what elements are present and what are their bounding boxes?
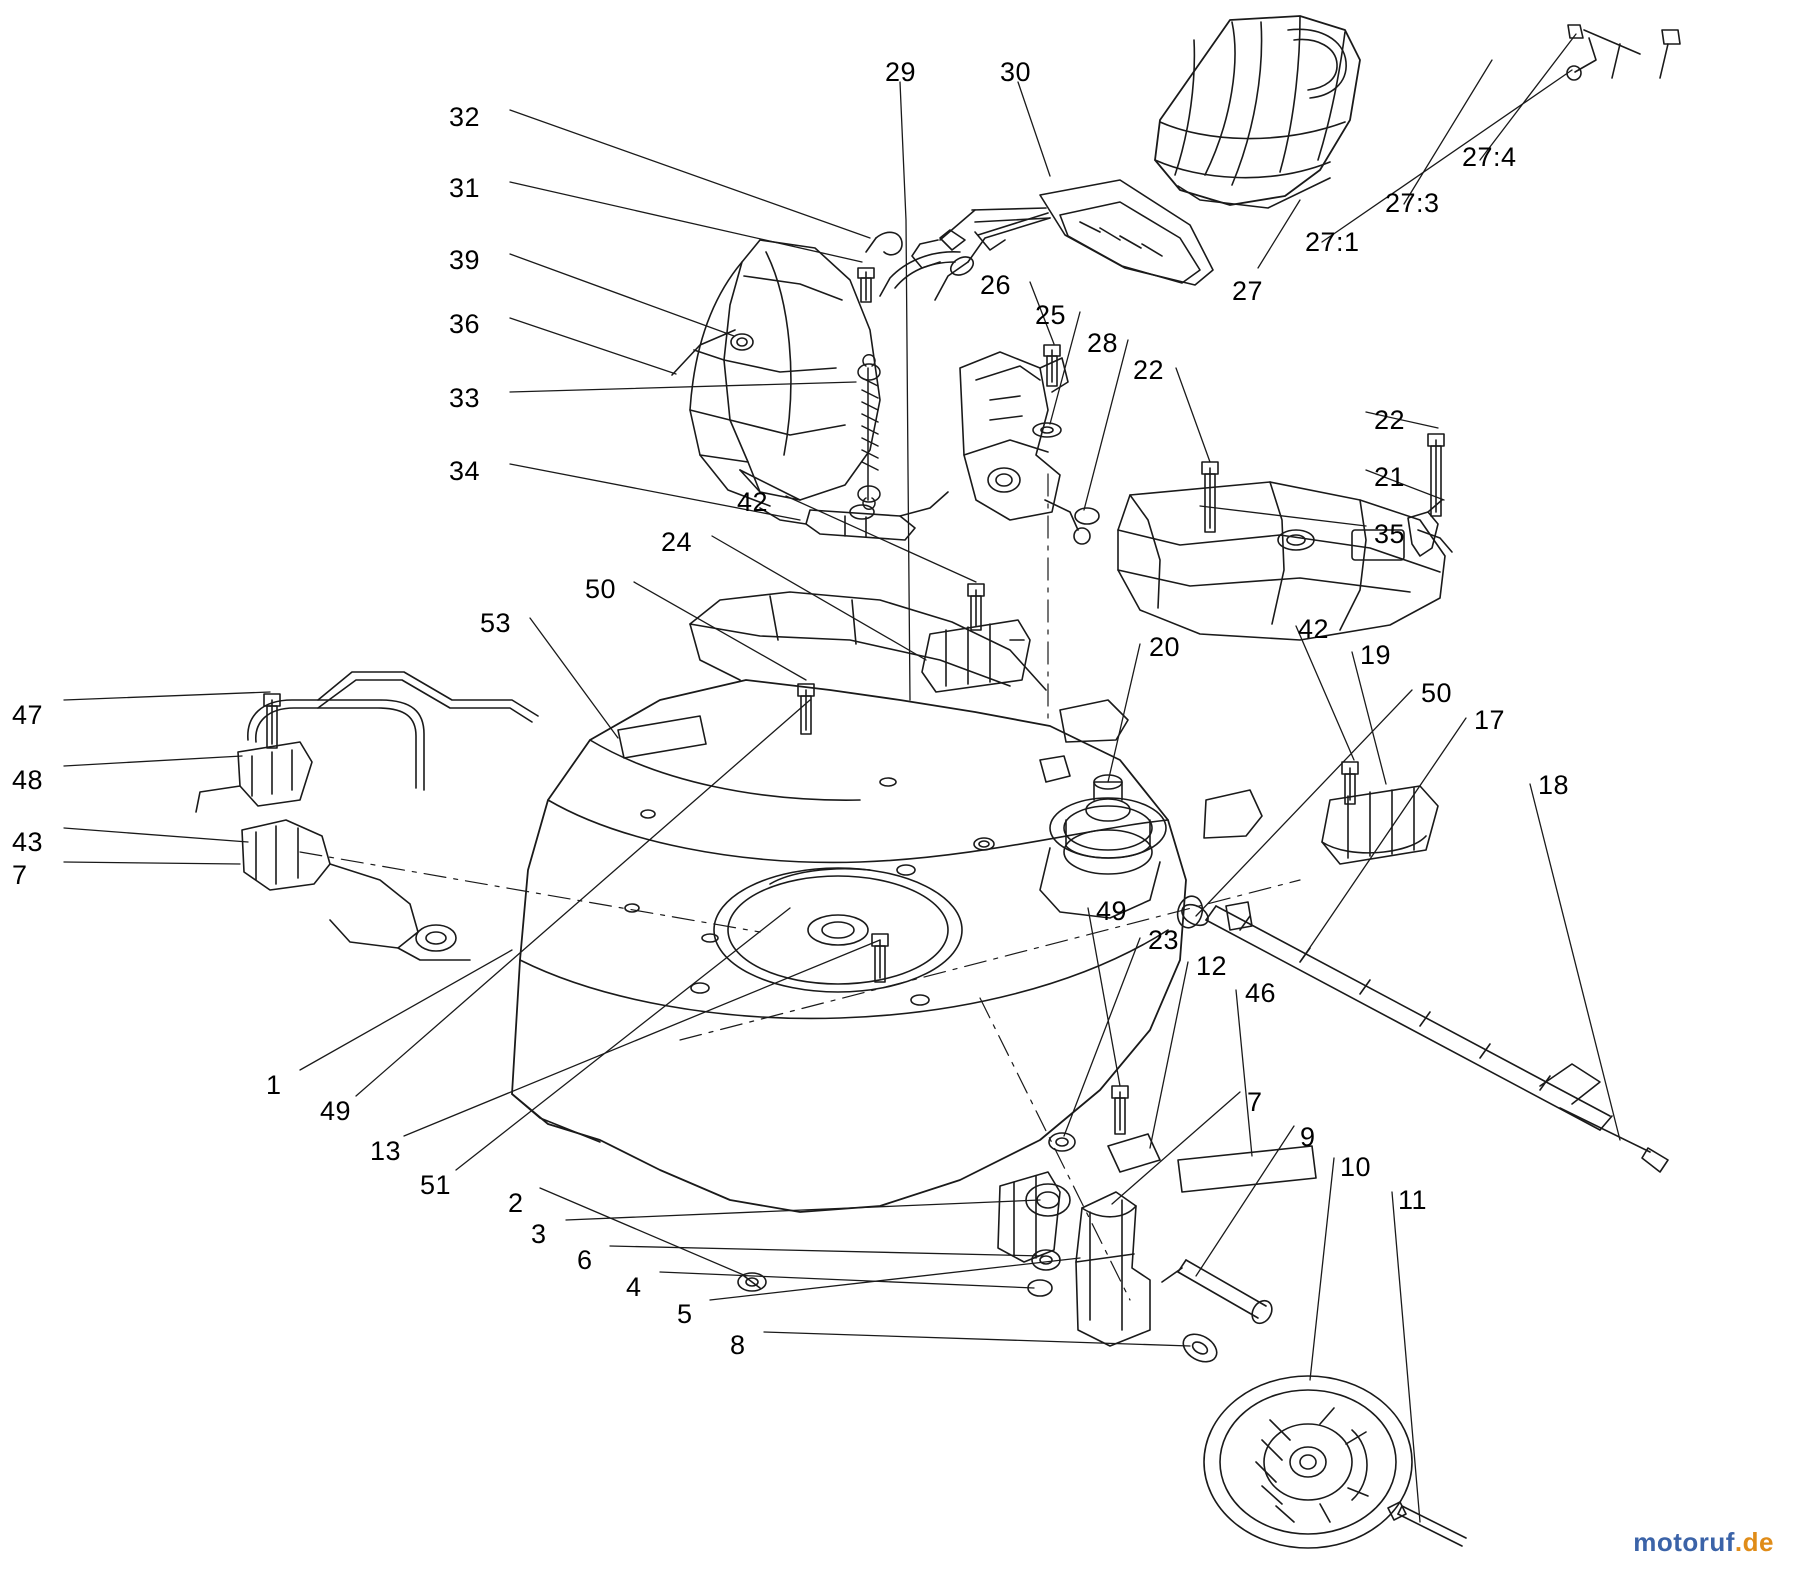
watermark-part-2: f	[1725, 1527, 1735, 1557]
callout-50-a: 50	[585, 574, 617, 604]
callout-20: 20	[1149, 632, 1181, 662]
callout-1: 1	[266, 1070, 282, 1100]
callout-42-a: 42	[737, 487, 769, 517]
callout-33: 33	[449, 383, 481, 413]
callout-22-b: 22	[1374, 405, 1406, 435]
callout-50-b: 50	[1421, 678, 1453, 708]
callout-49-b: 49	[320, 1096, 352, 1126]
callout-22-a: 22	[1133, 355, 1165, 385]
callout-9: 9	[1300, 1122, 1316, 1152]
callout-27-1: 27:1	[1305, 227, 1360, 257]
watermark	[1633, 1527, 1774, 1558]
watermark-part-1: motoru	[1633, 1527, 1726, 1557]
callout-3: 3	[531, 1219, 547, 1249]
callout-21: 21	[1374, 462, 1406, 492]
callout-43: 43	[12, 827, 44, 857]
callout-36: 36	[449, 309, 481, 339]
callout-27: 27	[1232, 276, 1264, 306]
callout-30: 30	[1000, 57, 1032, 87]
callout-53: 53	[480, 608, 512, 638]
callout-12: 12	[1196, 951, 1228, 981]
watermark-part-3: .de	[1734, 1527, 1774, 1557]
callout-10: 10	[1340, 1152, 1372, 1182]
callout-7-b: 7	[1247, 1087, 1263, 1117]
callout-19: 19	[1360, 640, 1392, 670]
callout-39: 39	[449, 245, 481, 275]
callout-42-b: 42	[1298, 614, 1330, 644]
callout-6: 6	[577, 1245, 593, 1275]
callout-47: 47	[12, 700, 44, 730]
callout-2: 2	[508, 1188, 524, 1218]
callout-31: 31	[449, 173, 481, 203]
callout-8: 8	[730, 1330, 746, 1360]
callout-23: 23	[1148, 925, 1180, 955]
callout-5: 5	[677, 1299, 693, 1329]
callout-48: 48	[12, 765, 44, 795]
callout-35: 35	[1374, 519, 1406, 549]
callout-49-a: 49	[1096, 896, 1128, 926]
callout-34: 34	[449, 456, 481, 486]
callout-4: 4	[626, 1272, 642, 1302]
callout-18: 18	[1538, 770, 1570, 800]
callout-26: 26	[980, 270, 1012, 300]
callout-46: 46	[1245, 978, 1277, 1008]
callout-25: 25	[1035, 300, 1067, 330]
callout-13: 13	[370, 1136, 402, 1166]
callout-7-a: 7	[12, 860, 28, 890]
callout-28: 28	[1087, 328, 1119, 358]
callout-11: 11	[1398, 1185, 1428, 1215]
callout-51: 51	[420, 1170, 452, 1200]
callout-29: 29	[885, 57, 917, 87]
callout-24: 24	[661, 527, 693, 557]
callout-32: 32	[449, 102, 481, 132]
callout-17: 17	[1474, 705, 1506, 735]
callout-27-3: 27:3	[1385, 188, 1440, 218]
callout-27-4: 27:4	[1462, 142, 1517, 172]
